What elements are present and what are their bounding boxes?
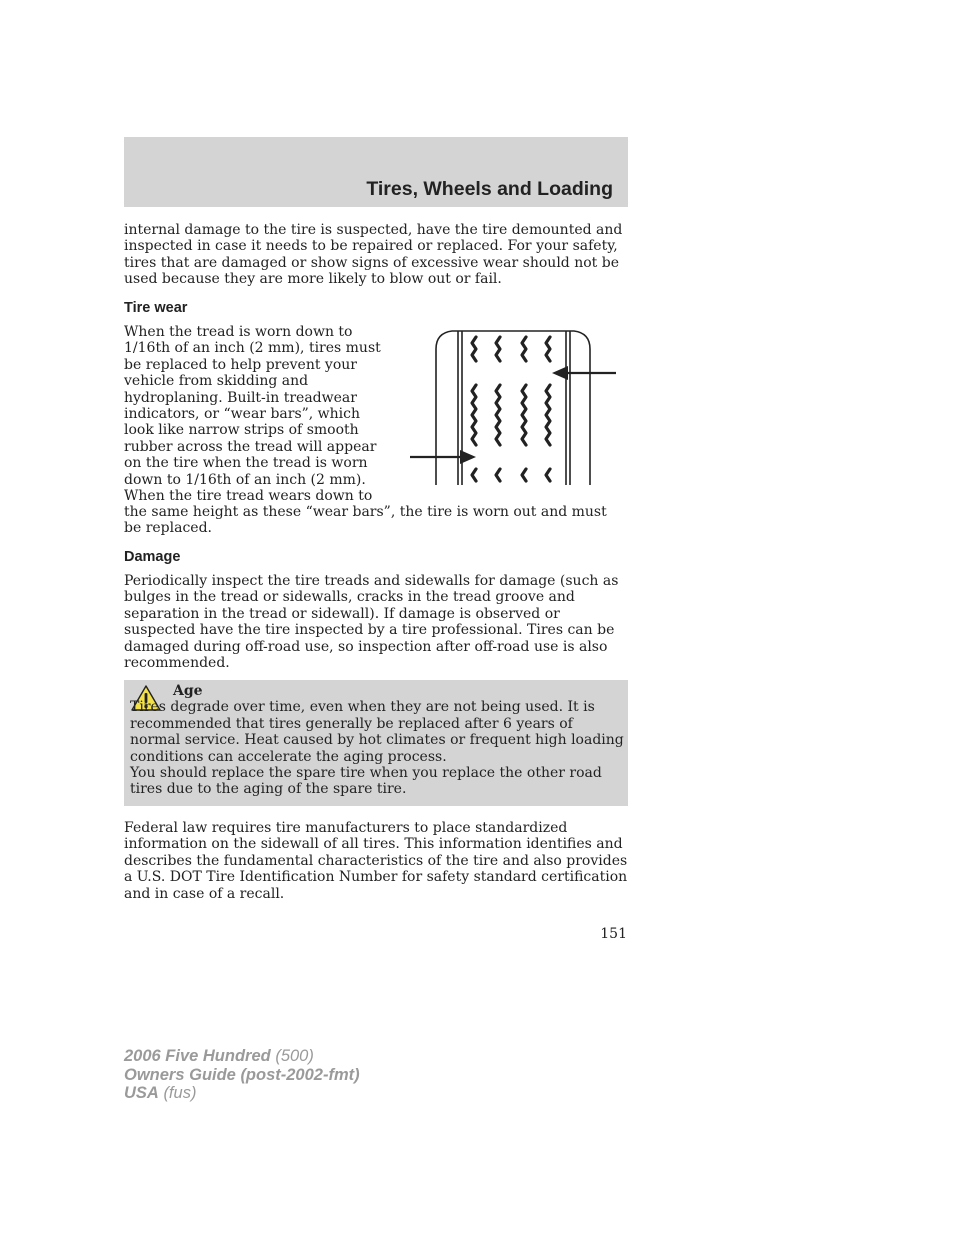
page-number: 151: [600, 926, 627, 942]
footer-line-3: [124, 1084, 360, 1103]
section-header-band: [124, 137, 628, 207]
text-line: When the tire tread wears down to: [124, 488, 373, 505]
text-line: When the tread is worn down to: [124, 324, 353, 340]
warning-body: [130, 683, 624, 798]
footer-market: USA: [124, 1084, 159, 1102]
footer-market-code: (fus): [163, 1084, 197, 1102]
text-line: be replaced to help prevent your: [124, 356, 357, 373]
warning-text-1: Tires degrade over time, even when they are not being used. It is recommended that tires generally be replaced after 6 years of normal service. Heat caused by hot climates or frequent high loading conditions can accelerate the aging process.: [130, 699, 624, 765]
tire-wear-heading: Tire wear: [124, 300, 188, 316]
footer-guide: Owners Guide (post-2002-fmt): [124, 1065, 360, 1084]
section-title: Tires, Wheels and Loading: [366, 178, 613, 200]
federal-law-paragraph: Federal law requires tire manufacturers to place standardized information on the sidewall of all tires. This information identifies and describes the fundamental characteristics of the tire and also provides a U.S. DOT Tire Identification Number for safety standard certification and in case of a recall.: [124, 820, 628, 902]
text-line: on the tire when the tread is worn: [124, 455, 368, 472]
damage-paragraph: Periodically inspect the tire treads and sidewalls for damage (such as bulges in the tread or sidewalls, cracks in the tread groove and separation in the tread or sidewall). If damage is observed or suspected have the tire inspected by a tire professional. Tires can be damaged during off-road use, so inspection after off-road use is also recommended.: [124, 573, 619, 672]
warning-title: Age: [173, 683, 203, 699]
footer-line-1: [124, 1047, 360, 1066]
tire-tread-wear-bar-illustration: [406, 327, 620, 489]
age-warning-box: [124, 680, 628, 806]
footer-model-code: (500): [275, 1047, 314, 1065]
intro-paragraph: internal damage to the tire is suspected, have the tire demounted and inspected in case it needs to be repaired or replaced. For your safety, tires that are damaged or show signs of excessive wear should not be used because they are more likely to blow out or fail.: [124, 222, 623, 288]
text-line: down to 1/16th of an inch (2 mm).: [124, 471, 366, 488]
warning-text-2: You should replace the spare tire when you replace the other road tires due to the aging of the spare tire.: [130, 765, 602, 798]
document-footer: [124, 1047, 360, 1103]
tire-wear-continuation: the same height as these “wear bars”, the tire is worn out and must be replaced.: [124, 504, 607, 537]
text-line: 1/16th of an inch (2 mm), tires must: [124, 340, 381, 357]
text-line: look like narrow strips of smooth: [124, 422, 359, 439]
text-line: hydroplaning. Built-in treadwear: [124, 389, 357, 406]
damage-heading: Damage: [124, 549, 181, 565]
footer-line-2: [124, 1066, 360, 1085]
text-line: vehicle from skidding and: [124, 373, 309, 390]
text-line: indicators, or “wear bars”, which: [124, 406, 361, 423]
footer-model: 2006 Five Hundred: [124, 1047, 271, 1065]
text-line: rubber across the tread will appear: [124, 438, 377, 455]
tire-wear-paragraph: [124, 324, 394, 504]
